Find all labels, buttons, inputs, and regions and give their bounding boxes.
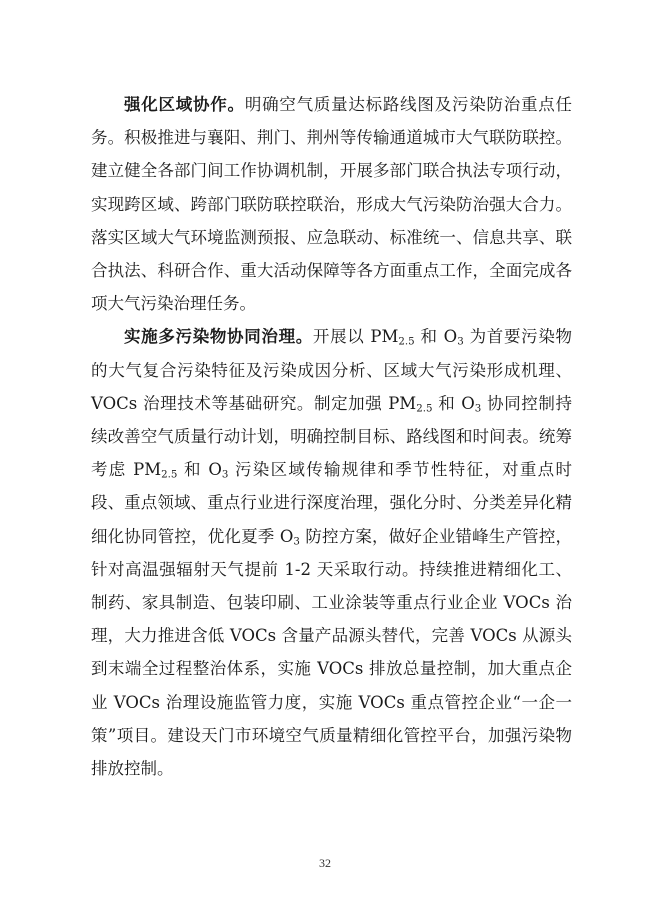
paragraph-heading: 强化区域协作。 <box>124 95 245 114</box>
text-run: 防控方案，做好企业错峰生产管控，针对高温强辐射天气提前 1-2 天采取行动。持续推进精细化工、制药、家具制造、包装印刷、工业涂装等重点行业企业 VOCs 治理，大力推进含低 VOCs 含量产品源头替代，完善 VOCs 从源头到末端全过程整治体系，实施 VOCs 排放总量控制，加大重点企业 VOCs 治理设施监管力度，实施 VOCs 重点管控企业“一企一策”项目。建设天门市环境空气质量精细化管控平台，加强污染物排放控制。 <box>91 526 572 779</box>
subscript: 2.5 <box>161 469 178 481</box>
text-run: 开展以 PM <box>312 327 399 347</box>
subscript: 3 <box>221 469 229 481</box>
subscript: 3 <box>293 536 300 548</box>
document-body <box>91 88 572 785</box>
subscript: 2.5 <box>416 403 433 415</box>
paragraph-regional-cooperation <box>91 88 572 320</box>
subscript: 3 <box>474 403 482 415</box>
page-number: 32 <box>319 856 331 870</box>
text-run: 和 O <box>414 327 458 347</box>
text-run: 协同控制持续改善空气质量行动计划，明确控制目标、路线图和时间表。统筹考虑 PM <box>91 393 572 480</box>
paragraph-text <box>91 95 572 313</box>
paragraph-heading: 实施多污染物协同治理。 <box>124 327 313 347</box>
text-run: 和 O <box>432 393 475 413</box>
text-run: 为首要污染物的大气复合污染特征及污染成因分析、区域大气污染形成机理、VOCs 治理技术等基础研究。制定加强 PM <box>91 327 572 413</box>
text-run: 和 O <box>177 460 222 480</box>
subscript: 2.5 <box>398 336 415 348</box>
paragraph-text <box>91 327 572 778</box>
text-run: 明确空气质量达标路线图及污染防治重点任务。积极推进与襄阳、荆门、荆州等传输通道城市大气联防联控。建立健全各部门间工作协调机制，开展多部门联合执法专项行动，实现跨区域、跨部门联防联控联治，形成大气污染防治强大合力。落实区域大气环境监测预报、应急联动、标准统一、信息共享、联合执法、科研合作、重大活动保障等各方面重点工作，全面完成各项大气污染治理任务。 <box>91 95 573 314</box>
text-run: 污染区域传输规律和季节性特征，对重点时段、重点领域、重点行业进行深度治理，强化分时、分类差异化精细化协同管控，优化夏季 O <box>91 460 572 546</box>
paragraph-multi-pollutant-control <box>91 320 572 785</box>
subscript: 3 <box>457 336 464 348</box>
